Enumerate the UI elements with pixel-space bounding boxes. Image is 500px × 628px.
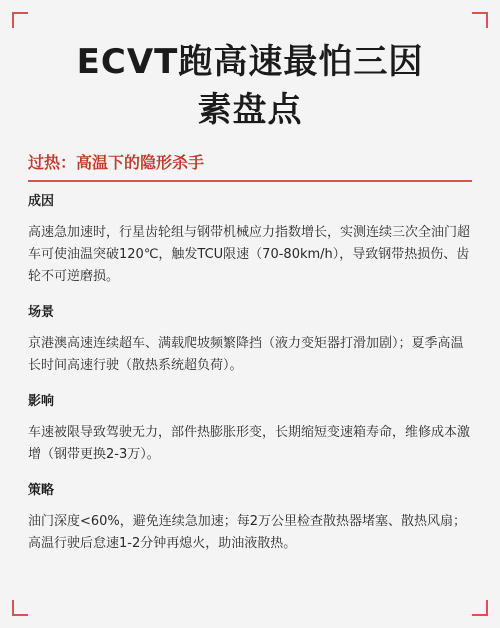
- section-impact: [28, 390, 476, 466]
- corner-decoration-top-right: [472, 12, 488, 28]
- corner-decoration-top-left: [12, 12, 28, 28]
- section-cause: [28, 190, 476, 288]
- page-title-line-1: ECVT跑高速最怕三因: [76, 42, 424, 82]
- subtitle-bar: [28, 150, 472, 182]
- section-body: 油门深度<60%，避免连续急加速；每2万公里检查散热器堵塞、散热风扇；高温行驶后怠速1-2分钟再熄火，助油液散热。: [28, 514, 467, 551]
- section-strategy: [28, 479, 476, 555]
- page-title: [0, 38, 500, 134]
- section-heading: 影响: [28, 394, 55, 409]
- corner-decoration-bottom-left: [12, 600, 28, 616]
- section-scenario: [28, 301, 476, 377]
- section-heading: 场景: [28, 305, 55, 320]
- page-title-line-2: 素盘点: [197, 90, 303, 130]
- section-body: 高速急加速时，行星齿轮组与钢带机械应力指数增长，实测连续三次全油门超车可使油温突破120℃，触发TCU限速（70-80km/h），导致钢带热损伤、齿轮不可逆磨损。: [28, 225, 471, 284]
- corner-decoration-bottom-right: [472, 600, 488, 616]
- section-heading: 成因: [28, 194, 55, 209]
- content-sections: [28, 190, 476, 568]
- section-heading: 策略: [28, 483, 55, 498]
- section-body: 车速被限导致驾驶无力，部件热膨胀形变，长期缩短变速箱寿命，维修成本激增（钢带更换2-3万）。: [28, 425, 471, 462]
- subtitle: 过热：高温下的隐形杀手: [28, 153, 205, 172]
- section-body: 京港澳高速连续超车、满载爬坡频繁降挡（液力变矩器打滑加剧）；夏季高温长时间高速行驶（散热系统超负荷）。: [28, 336, 464, 373]
